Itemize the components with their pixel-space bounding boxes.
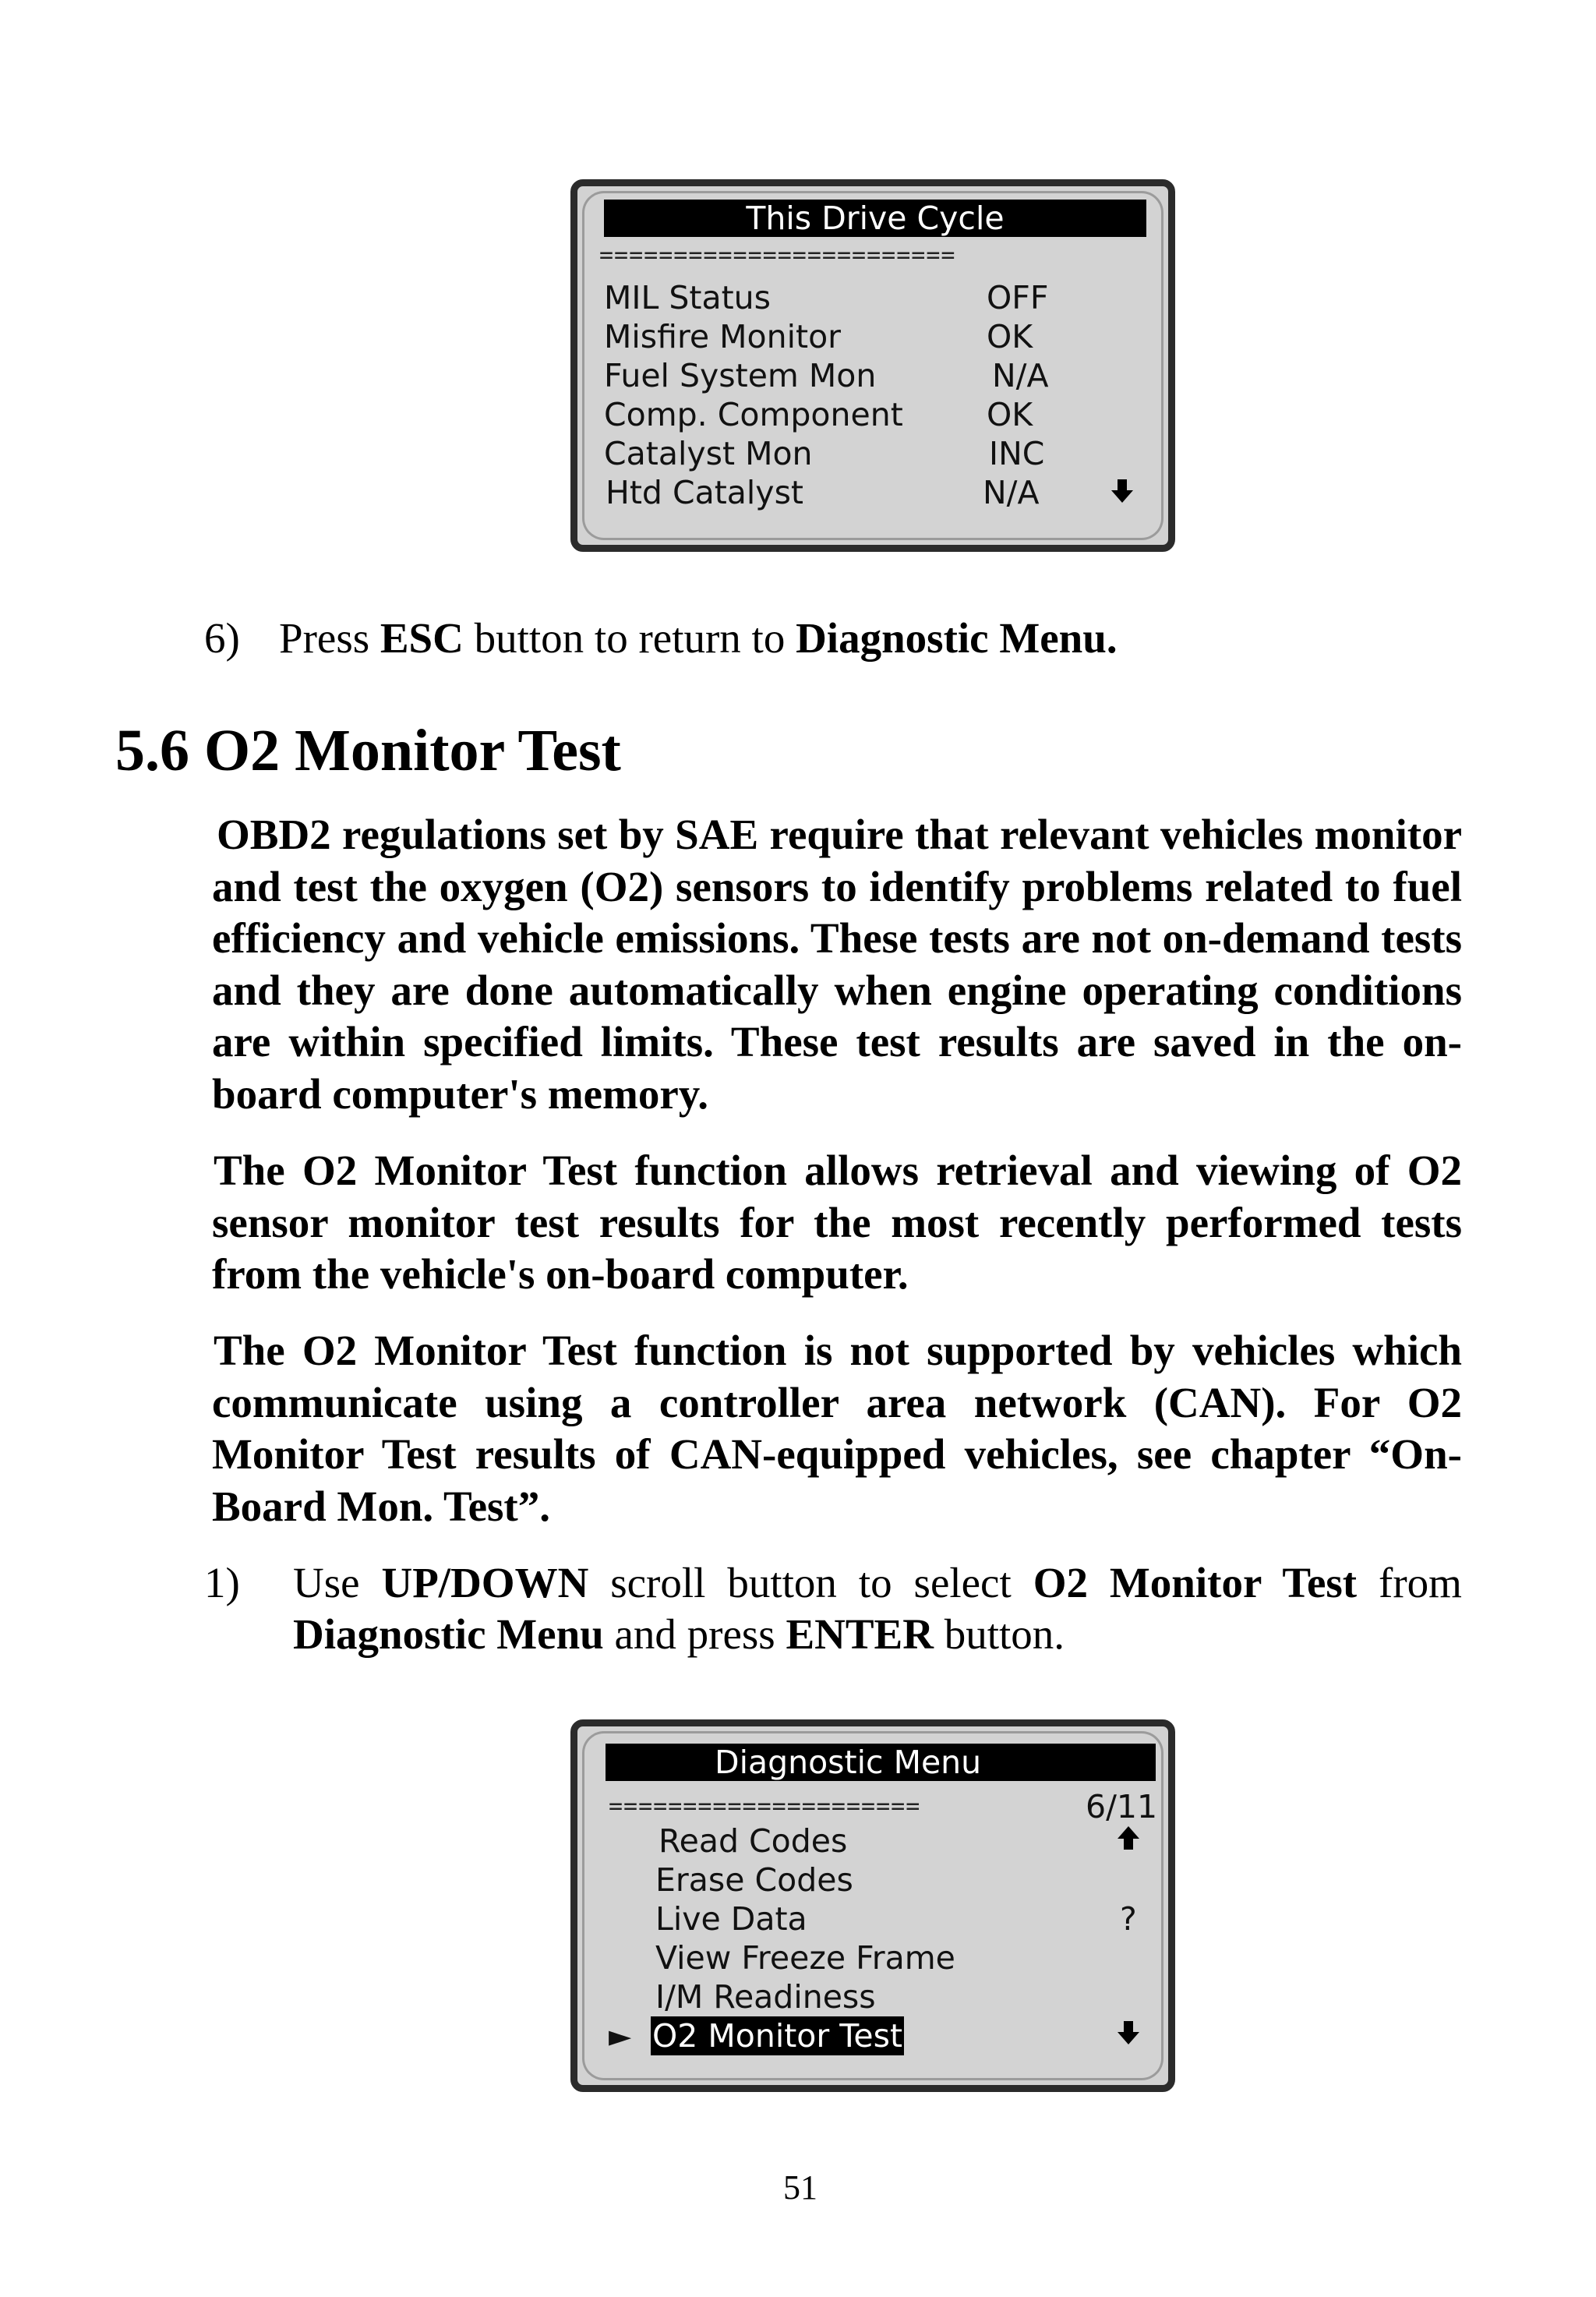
step-text-part: Press [279,614,380,662]
paragraph: The O2 Monitor Test function is not supported by vehicles which communicate using a controller area network (CAN). For O2 Monitor Test results of CAN-equipped vehicles, see chapter “On-Board Mon. Test”. [212,1327,1462,1530]
help-mark: ? [1120,1900,1137,1938]
paragraph: OBD2 regulations set by SAE require that relevant vehicles monitor and test the oxygen (O2) sensors to identify problems related to fuel efficiency and vehicle emissions. These tests are not on-demand tests and they are done automatically when engine operating conditions are within specified limits. These test results are saved in the on-board computer's memory. [212,811,1462,1118]
arrow-up-icon [1117,1823,1140,1862]
menu-item-label: O2 Monitor Test [652,2017,903,2055]
status-value: INC [989,435,1045,472]
arrow-down-icon [1110,476,1134,515]
key-name: ESC [380,614,464,662]
step-text-part: Use [293,1559,382,1606]
status-row [604,473,1149,512]
step-text-part: from [1357,1559,1462,1606]
menu-item[interactable] [655,1977,1092,2016]
step-text-part: scroll button to select [588,1559,1033,1606]
screen-title: This Drive Cycle [604,200,1146,237]
page-number: 51 [783,2168,817,2207]
status-row [604,434,1149,473]
menu-item-selected[interactable] [651,2016,1087,2055]
status-label: Misfire Monitor [604,318,842,355]
step-text [279,613,1118,664]
screen-title: Diagnostic Menu [606,1744,1156,1781]
key-name: ENTER [786,1610,934,1658]
menu-item-label: View Freeze Frame [655,1939,955,1977]
status-value: N/A [992,357,1049,394]
step-text-part: button. [933,1610,1065,1658]
arrow-down-icon [1117,2018,1140,2057]
menu-item[interactable] [655,1938,1092,1977]
menu-item[interactable] [655,1861,1092,1899]
status-label: Fuel System Mon [604,357,877,394]
status-label: Comp. Component [604,396,903,433]
status-label: Catalyst Mon [604,435,813,472]
diagnostic-menu-screen [570,1719,1175,2092]
status-value: OK [987,318,1033,355]
menu-item-label: Erase Codes [655,1861,853,1899]
step-number: 1) [204,1559,240,1606]
step-text [293,1557,1462,1660]
step-number: 6) [204,614,240,662]
status-label: Htd Catalyst [606,474,804,511]
screen-separator: ======================== [599,244,956,267]
menu-name: Diagnostic Menu. [796,614,1118,662]
menu-item[interactable] [655,1899,1092,1938]
menu-item[interactable] [655,1822,1092,1861]
menu-item-label: I/M Readiness [655,1978,876,2016]
status-label: MIL Status [604,279,771,316]
paragraph: The O2 Monitor Test function allows retrieval and viewing of O2 sensor monitor test results for the most recently performed tests from the vehicle's on-board computer. [212,1147,1462,1298]
key-name: UP/DOWN [381,1559,589,1606]
status-row [604,278,1149,317]
step-text-part: and press [603,1610,786,1658]
status-row [604,395,1149,434]
status-value: OK [987,396,1033,433]
page-indicator: 6/11 [1086,1788,1158,1825]
status-value: OFF [987,279,1049,316]
menu-name: Diagnostic Menu [293,1610,604,1658]
section-heading: 5.6 O2 Monitor Test [115,718,621,783]
menu-item-name: O2 Monitor Test [1033,1559,1358,1606]
status-row [604,356,1149,395]
status-row [604,317,1149,356]
step-text-part: button to return to [463,614,796,662]
selector-arrow-icon: ► [609,2019,632,2053]
drive-cycle-screen [570,179,1175,552]
screen-separator: ===================== [609,1795,921,1818]
status-value: N/A [983,474,1040,511]
menu-item-label: Live Data [655,1900,807,1938]
menu-item-label: Read Codes [659,1822,848,1860]
